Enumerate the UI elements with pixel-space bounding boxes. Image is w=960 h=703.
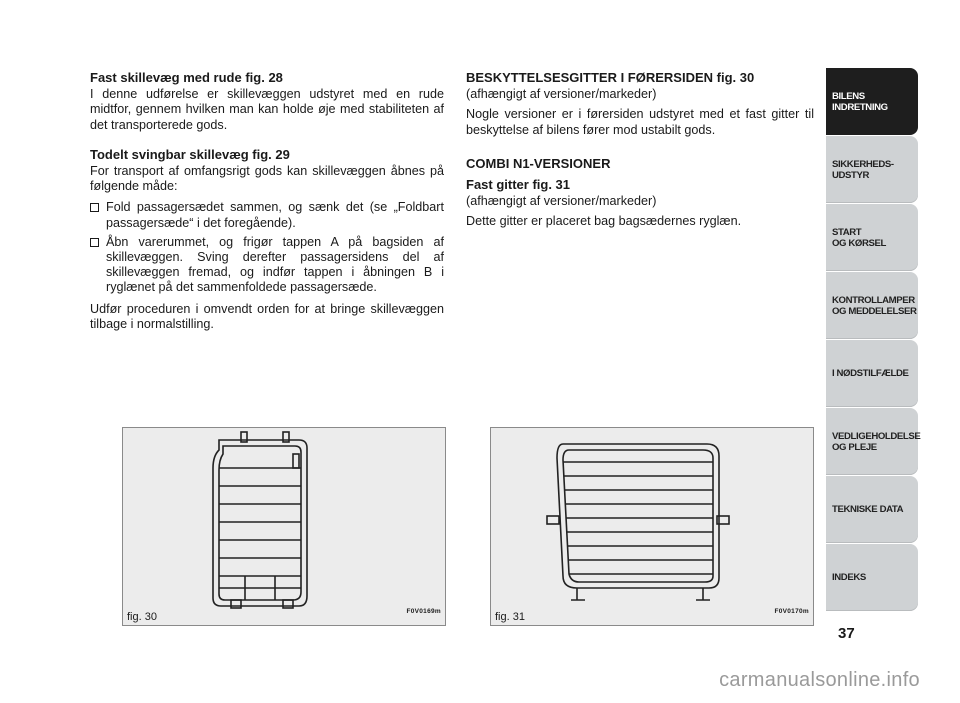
checkbox-bullet-icon [90, 238, 99, 247]
note-fixed-grille: (afhængigt af versioner/markeder) [466, 194, 657, 209]
tab-nodstilfaelde[interactable]: I NØDSTILFÆLDE [826, 340, 918, 407]
figure-30 [122, 427, 446, 626]
instruction-list [90, 200, 444, 295]
list-item: Åbn varerummet, og frigør tappen A på bagsiden af skillevæggen. Sving derefter passagersidens del af skillevæggen fremad, og indfør tappen i åbningen B i ryglænet på det sammenfoldede passagersæde. [90, 235, 444, 296]
heading-driver-grille: BESKYTTELSESGITTER I FØRERSIDEN fig. 30 [466, 70, 755, 85]
tab-kontrollamper[interactable]: KONTROLLAMPER OG MEDDELELSER [826, 272, 918, 339]
driver-grille-illustration [123, 428, 445, 625]
right-text-column [466, 70, 814, 236]
tab-tekniske-data[interactable]: TEKNISKE DATA [826, 476, 918, 543]
figure-31 [490, 427, 814, 626]
list-item: Fold passagersædet sammen, og sænk det (se „Foldbart passagersæde“ i det foregående). [90, 200, 444, 230]
checkbox-bullet-icon [90, 203, 99, 212]
tab-indeks[interactable]: INDEKS [826, 544, 918, 611]
section-outro-swing-partition: Udfør proceduren i omvendt orden for at bringe skillevæggen tilbage i normalstilling. [90, 301, 444, 331]
page-number: 37 [838, 625, 855, 642]
section-title-swing-partition: Todelt svingbar skillevæg fig. 29 [90, 146, 290, 162]
combi-grille-illustration [491, 428, 813, 625]
chapter-tabs [826, 68, 921, 612]
tab-sikkerhedsudstyr[interactable]: SIKKERHEDS- UDSTYR [826, 136, 918, 203]
section-text-fixed-partition: I denne udførelse er skillevæggen udstyret med en rude midtfor, gennem hvilken man kan holde øje med stabiliteten af det transporterede gods. [90, 87, 444, 132]
heading-combi-n1: COMBI N1-VERSIONER [466, 155, 611, 171]
left-text-column [90, 70, 444, 338]
section-title-fixed-partition: Fast skillevæg med rude fig. 28 [90, 70, 283, 85]
tab-bilens-indretning[interactable]: BILENS INDRETNING [826, 68, 918, 135]
figure-code: F0V0169m [406, 608, 441, 615]
figure-code: F0V0170m [774, 608, 809, 615]
tab-vedligeholdelse[interactable]: VEDLIGEHOLDELSE OG PLEJE [826, 408, 918, 475]
sub-heading-fixed-grille: Fast gitter fig. 31 [466, 177, 571, 193]
note-driver-grille: (afhængigt af versioner/markeder) [466, 87, 657, 102]
figure-label: fig. 31 [495, 611, 525, 623]
watermark: carmanualsonline.info [719, 669, 920, 691]
text-driver-grille: Nogle versioner er i førersiden udstyret med et fast gitter til beskyttelse af bilens fører mod ustabilt gods. [466, 107, 814, 137]
text-fixed-grille: Dette gitter er placeret bag bagsædernes ryglæn. [466, 214, 742, 229]
figure-label: fig. 30 [127, 611, 157, 623]
section-intro-swing-partition: For transport af omfangsrigt gods kan skillevæggen åbnes på følgende måde: [90, 164, 444, 194]
tab-start-og-korsel[interactable]: START OG KØRSEL [826, 204, 918, 271]
